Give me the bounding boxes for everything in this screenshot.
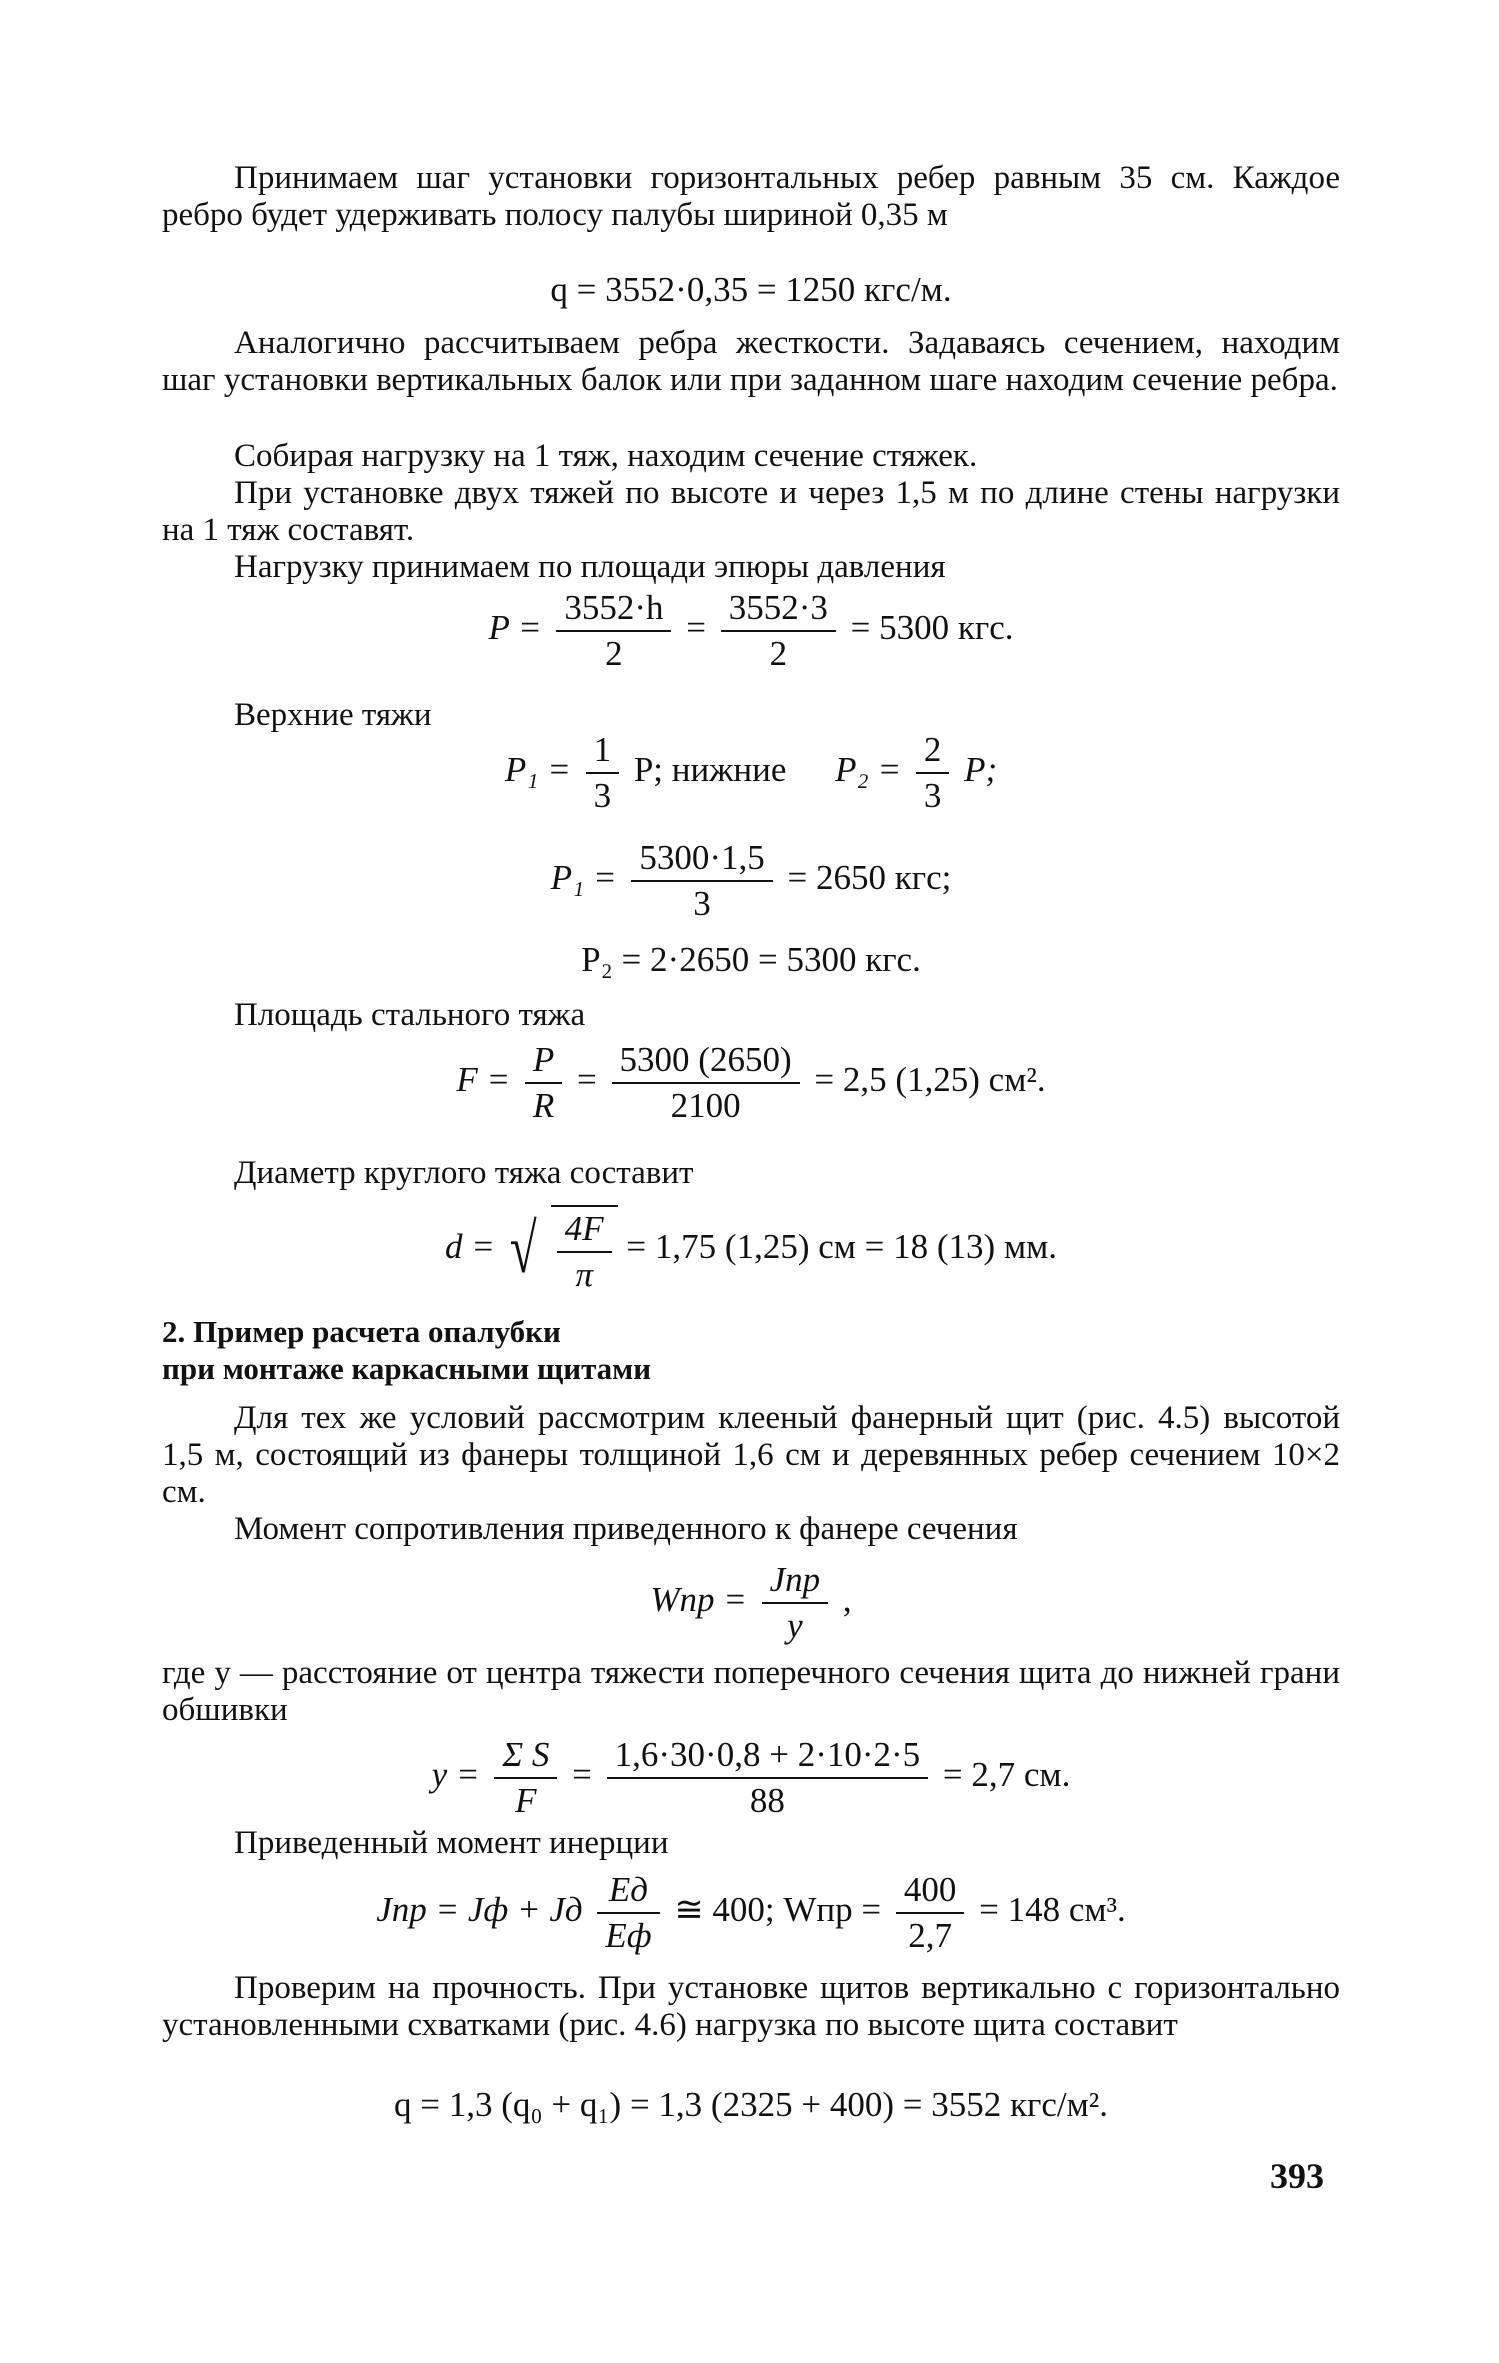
eq-P1-lhs: P₁ = <box>550 858 617 898</box>
eq-y-frac2-num: 1,6·30·0,8 + 2·10·2·5 <box>607 1735 929 1779</box>
eq-ratio-d: P; <box>964 750 998 790</box>
eq-y-frac2 <box>607 1735 929 1821</box>
paragraph-rib-spacing: Принимаем шаг установки горизонтальных ребер равным 35 см. Каждое ребро будет удерживать полосу палубы шириной 0,35 м <box>162 160 1340 233</box>
eq-ratio-frac1-num: 1 <box>586 730 620 774</box>
eq-ratio-c: P₂ = <box>835 750 902 790</box>
eq-y-frac1-num: Σ S <box>494 1735 557 1779</box>
eq-y-frac1-den: F <box>515 1781 537 1820</box>
eq-P-frac1-num: 3552·h <box>556 588 671 632</box>
eq-y-equals: = <box>572 1755 592 1795</box>
eq-y-frac2-den: 88 <box>749 1781 785 1820</box>
paragraph-y-definition: где y — расстояние от центра тяжести поперечного сечения щита до нижней грани обшивки <box>162 1655 1340 1728</box>
eq-W-num: Jпр <box>762 1560 829 1604</box>
eq-J-lhs: Jпр = Jф + Jд <box>376 1890 583 1930</box>
eq-ratio-frac2 <box>916 730 950 816</box>
equation-P1 <box>162 838 1340 924</box>
eq-P-frac1 <box>556 588 671 674</box>
eq-d-lhs: d = <box>444 1227 495 1267</box>
equation-q2: q = 1,3 (q₀ + q₁) = 1,3 (2325 + 400) = 3552 кгс/м². <box>394 2085 1108 2124</box>
eq-P-frac1-den: 2 <box>605 634 623 673</box>
paragraph-load-per-tie: Собирая нагрузку на 1 тяж, находим сечение стяжек. <box>234 438 978 474</box>
section-heading-line2: при монтаже каркасными щитами <box>162 1351 652 1386</box>
eq-F-frac1 <box>525 1040 562 1126</box>
eq-P-frac2-den: 2 <box>769 634 788 673</box>
eq-d-rhs: = 1,75 (1,25) см = 18 (13) мм. <box>626 1227 1058 1267</box>
paragraph-steel-tie-area: Площадь стального тяжа <box>234 997 586 1033</box>
eq-P-rhs: = 5300 кгс. <box>850 608 1014 648</box>
eq-ratio-b: P; нижние <box>633 750 787 790</box>
equation-P <box>162 588 1340 674</box>
eq-J-frac2-den: 2,7 <box>908 1916 953 1955</box>
eq-J-frac2 <box>896 1870 965 1956</box>
eq-J-frac1 <box>597 1870 659 1956</box>
eq-ratio-frac2-den: 3 <box>923 776 942 815</box>
section-heading-line1: 2. Пример расчета опалубки <box>162 1314 561 1349</box>
eq-P1-num: 5300·1,5 <box>631 838 772 882</box>
equation-d <box>162 1205 1340 1295</box>
paragraph-pressure-diagram: Нагрузку принимаем по площади эпюры давления <box>234 549 946 585</box>
equation-J <box>162 1870 1340 1956</box>
eq-P-frac2-num: 3552·3 <box>721 588 836 632</box>
eq-ratio-frac1 <box>586 730 620 816</box>
eq-d-frac <box>557 1209 612 1295</box>
eq-y-frac1 <box>494 1735 557 1821</box>
eq-F-frac2-num: 5300 (2650) <box>612 1040 800 1084</box>
eq-W-frac <box>762 1560 829 1646</box>
eq-W-den: y <box>787 1606 803 1645</box>
eq-W-comma: , <box>842 1580 852 1620</box>
paragraph-section-modulus: Момент сопротивления приведенного к фанере сечения <box>234 1511 1018 1547</box>
eq-J-mid: ≅ 400; Wпр = <box>674 1890 882 1930</box>
equation-F <box>162 1040 1340 1126</box>
eq-d-den: π <box>575 1255 593 1294</box>
eq-J-frac1-num: Eд <box>597 1870 659 1914</box>
paragraph-plywood-panel: Для тех же условий рассмотрим клееный фанерный щит (рис. 4.5) высотой 1,5 м, состоящий из фанеры толщиной 1,6 см и деревянных ребер сечением 10×2 см. <box>162 1400 1340 1510</box>
eq-J-frac2-num: 400 <box>896 1870 965 1914</box>
eq-P1-den: 3 <box>693 884 711 923</box>
eq-J-rhs: = 148 см³. <box>979 1890 1126 1930</box>
equation-W <box>162 1560 1340 1646</box>
eq-F-rhs: = 2,5 (1,25) см². <box>814 1060 1046 1100</box>
paragraph-upper-ties: Верхние тяжи <box>234 697 432 733</box>
eq-P-frac2 <box>721 588 836 674</box>
sqrt-icon: √ <box>509 1211 537 1288</box>
paragraph-tie-diameter: Диаметр круглого тяжа составит <box>234 1155 694 1191</box>
equation-P2: P₂ = 2·2650 = 5300 кгс. <box>581 940 921 979</box>
eq-d-radicand <box>551 1205 618 1295</box>
eq-P-lhs: P = <box>488 608 542 648</box>
paragraph-two-ties: При установке двух тяжей по высоте и через 1,5 м по длине стены нагрузки на 1 тяж составят. <box>162 475 1340 548</box>
eq-F-frac2 <box>612 1040 800 1126</box>
eq-ratio-frac1-den: 3 <box>593 776 612 815</box>
page-number: 393 <box>1270 2156 1324 2196</box>
equation-q: q = 3552·0,35 = 1250 кгс/м. <box>550 270 952 309</box>
equation-y <box>162 1735 1340 1821</box>
eq-F-frac1-den: R <box>532 1086 555 1125</box>
equation-P1-P2-ratio <box>162 730 1340 816</box>
eq-F-frac1-num: P <box>525 1040 562 1084</box>
eq-ratio-frac2-num: 2 <box>916 730 950 774</box>
eq-P1-frac <box>631 838 772 924</box>
paragraph-strength-check: Проверим на прочность. При установке щитов вертикально с горизонтально установленными схватками (рис. 4.6) нагрузка по высоте щита составит <box>162 1970 1340 2043</box>
eq-F-frac2-den: 2100 <box>670 1086 741 1125</box>
eq-P-equals: = <box>686 608 706 648</box>
eq-d-num: 4F <box>557 1209 612 1253</box>
eq-F-equals: = <box>577 1060 597 1100</box>
eq-W-lhs: Wпр = <box>650 1580 747 1620</box>
eq-ratio-a: P₁ = <box>504 750 571 790</box>
eq-J-frac1-den: Eф <box>605 1916 652 1955</box>
eq-y-rhs: = 2,7 см. <box>942 1755 1071 1795</box>
eq-y-lhs: y = <box>431 1755 480 1795</box>
paragraph-reduced-moment: Приведенный момент инерции <box>234 1825 669 1861</box>
eq-F-lhs: F = <box>456 1060 511 1100</box>
eq-P1-rhs: = 2650 кгс; <box>787 858 952 898</box>
paragraph-stiffeners: Аналогично рассчитываем ребра жесткости. Задаваясь сечением, находим шаг установки вертикальных балок или при заданном шаге находим сечение ребра. <box>162 325 1340 398</box>
